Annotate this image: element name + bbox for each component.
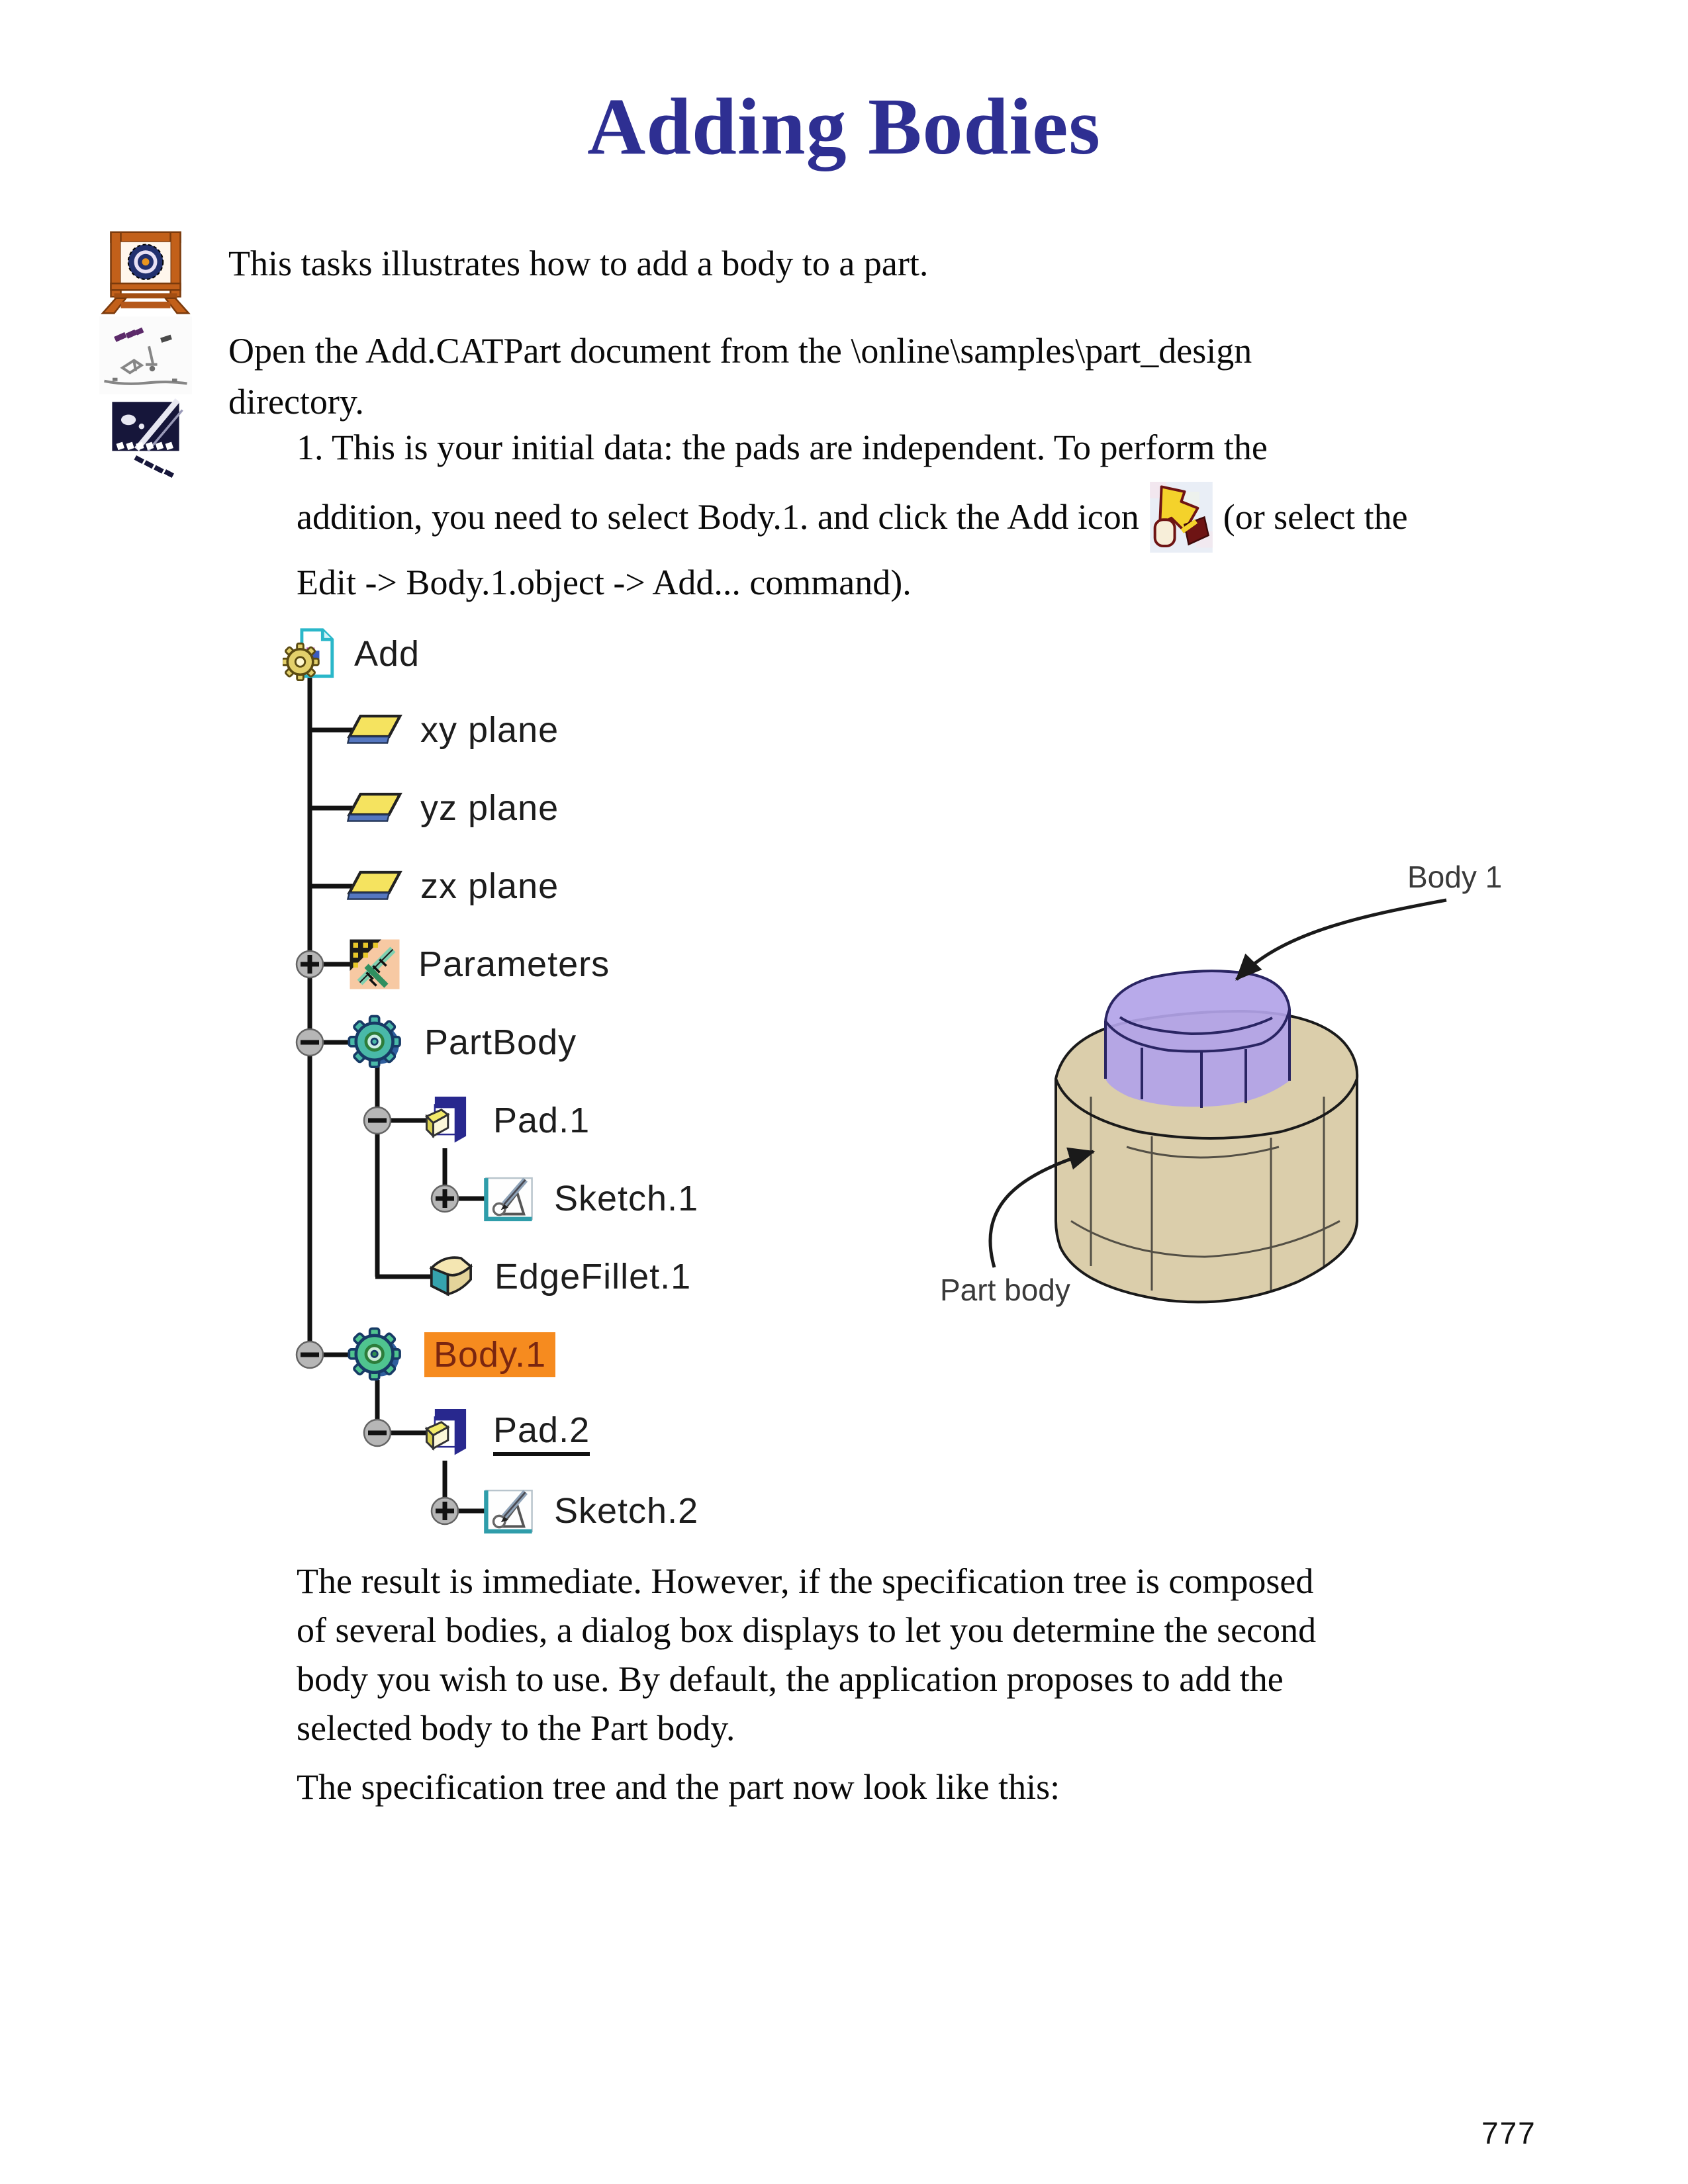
edge-fillet-icon [422,1251,477,1302]
part-3d-figure [920,850,1516,1400]
tree-item-zx-plane [346,858,559,915]
part-document-icon [283,627,337,681]
step-line2-text-after: (or select the [1223,496,1408,537]
result-paragraph [297,1557,1316,1752]
tree-item-label: Sketch.1 [554,1179,699,1218]
part-body-figure-label: Part body [940,1273,1070,1307]
body1-shape [1105,971,1289,1107]
step-line3: Edit -> Body.1.object -> Add... command). [297,563,912,602]
tree-item-pad1 [422,1092,590,1149]
pad-icon [422,1093,476,1148]
open-scenario-icon [99,316,192,394]
tree-item-body1 [345,1326,555,1383]
body1-arrow [1237,900,1446,979]
parameters-icon [348,938,401,991]
body-gear-icon [345,1014,407,1071]
tree-item-label: zx plane [420,866,559,906]
tree-item-partbody [345,1014,577,1071]
pad-icon [422,1406,476,1460]
result-line4: selected body to the Part body. [297,1708,735,1748]
body-gear-icon [345,1326,407,1383]
step-line1: 1. This is your initial data: the pads are independent. To perform the [297,428,1268,467]
tree-item-label: Add [354,634,420,674]
tree-item-sketch2 [481,1482,698,1539]
add-command-icon [1150,482,1213,553]
tree-item-label: Parameters [418,944,610,984]
step-line2 [297,478,1408,556]
intro-open-line1: Open the Add.CATPart document from the \online\samples\part_design [228,331,1252,371]
plane-icon [346,791,403,826]
tree-item-label: Sketch.2 [554,1491,699,1531]
tree-item-add [283,625,420,682]
body1-figure-label: Body 1 [1407,860,1503,894]
tree-item-label: yz plane [420,788,559,828]
tree-item-edgefillet1 [422,1248,691,1305]
tree-item-label: xy plane [420,710,559,750]
tree-item-label: Pad.1 [493,1101,590,1140]
page-number: 777 [1481,2116,1536,2150]
intro-open-paragraph [228,326,1252,428]
tree-item-parameters [348,936,610,993]
sketch-icon [481,1484,537,1538]
tree-item-label: Body.1 [424,1332,555,1377]
closing-line: The specification tree and the part now look like this: [297,1767,1060,1807]
film-icon [107,398,184,480]
result-line3: body you wish to use. By default, the application proposes to add the [297,1659,1284,1699]
page-title: Adding Bodies [587,82,1101,171]
tree-item-label: Pad.2 [493,1410,590,1456]
tree-item-pad2 [422,1404,590,1461]
sketch-icon [481,1171,537,1226]
target-icon [99,230,192,315]
intro-task-line: This tasks illustrates how to add a body to a part. [228,244,929,283]
tree-item-label: EdgeFillet.1 [494,1257,692,1297]
step-line2-text-before: addition, you need to select Body.1. and click the Add icon [297,496,1139,537]
tree-item-yz-plane [346,780,559,837]
tree-item-label: PartBody [424,1023,577,1062]
result-line2: of several bodies, a dialog box displays to let you determine the second [297,1610,1317,1650]
result-line1: The result is immediate. However, if the specification tree is composed [297,1561,1314,1601]
tree-item-xy-plane [346,702,559,758]
plane-icon [346,713,403,748]
tree-item-sketch1 [481,1170,698,1227]
intro-open-line2: directory. [228,382,364,422]
plane-icon [346,869,403,904]
